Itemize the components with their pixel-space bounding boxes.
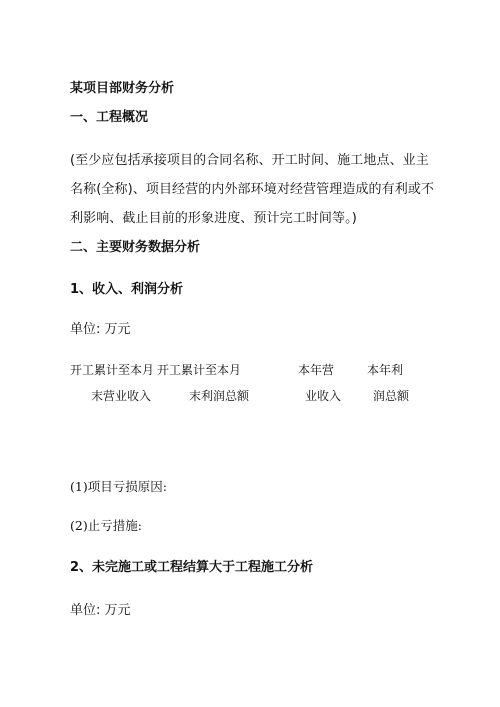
table-header-cell: 本年营 [298,363,335,377]
table-header-cell: 业收入 [305,389,342,403]
project-overview-paragraph: (至少应包括承接项目的合同名称、开工时间、施工地点、业主名称(全称)、项目经营的内外部环境对经营管理造成的有利或不利影响、截止目前的形象进度、预计完工时间等。) [70,153,435,226]
table-header-cell: 本年利 [367,363,404,377]
unit-label: 单位: 万元 [70,322,131,337]
table-header-cell: 末营业收入 [91,389,152,403]
section-heading-financial-data: 二、主要财务数据分析 [70,240,201,255]
table-header-cell: 开工累计至本月 [157,363,242,377]
table-header-cell: 开工累计至本月 [70,363,155,377]
section-heading-project-overview: 一、工程概况 [70,110,149,125]
loss-measure-label: (2)止亏措施: [70,518,142,533]
document-title: 某项目部财务分析 [70,81,175,96]
loss-reason-label: (1)项目亏损原因: [70,479,167,494]
unit-label: 单位: 万元 [70,603,131,618]
subheading-construction-settlement: 2、未完施工或工程结算大于工程施工分析 [70,560,314,575]
table-header-cell: 润总额 [373,389,410,403]
subheading-revenue-profit: 1、收入、利润分析 [70,282,184,297]
table-header-cell: 末利润总额 [189,389,250,403]
